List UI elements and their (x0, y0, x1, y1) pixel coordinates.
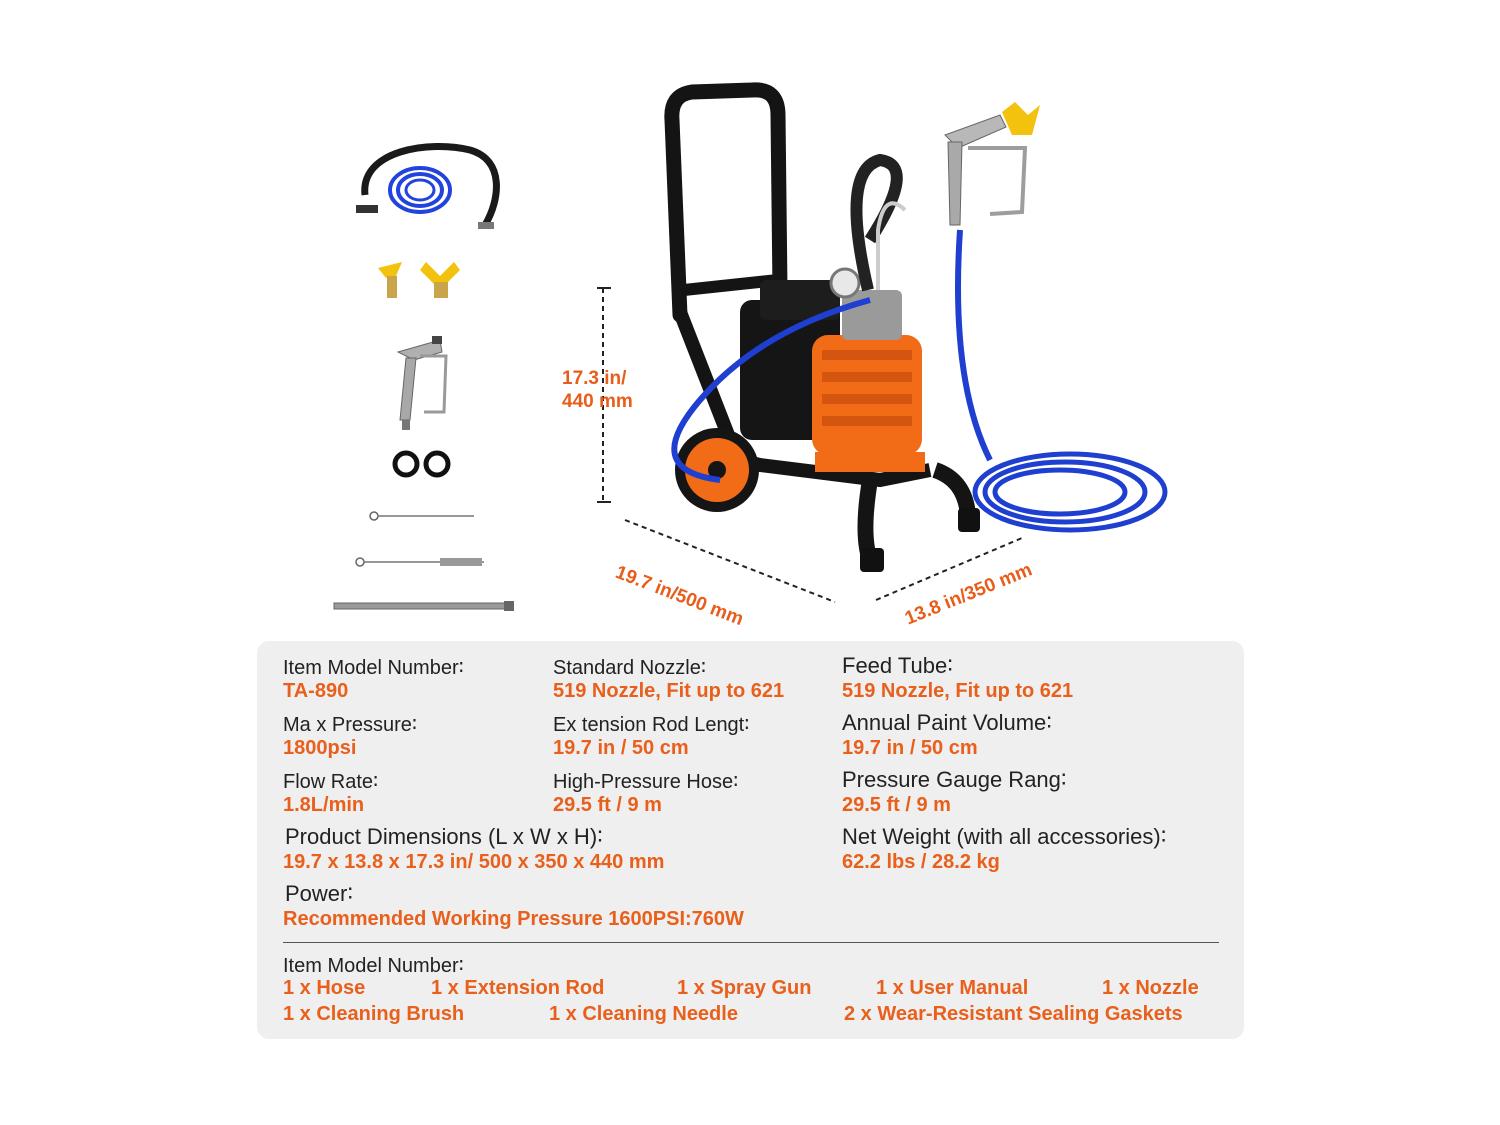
package-item-user-manual: 1 x User Manual (876, 977, 1029, 999)
package-item-cleaning-brush: 1 x Cleaning Brush (283, 1003, 465, 1025)
spec-rod-label: Ex tension Rod Lengt∶ (553, 714, 750, 736)
paint-sprayer-machine (672, 90, 1165, 572)
package-item-spray-gun: 1 x Spray Gun (677, 977, 812, 999)
package-item-extension-rod: 1 x Extension Rod (431, 977, 605, 999)
package-item-hose: 1 x Hose (283, 977, 366, 999)
spec-flow-label: Flow Rate∶ (283, 771, 379, 793)
spec-weight-label: Net Weight (with all accessories)∶ (842, 824, 1167, 849)
package-item-sealing-gaskets: 2 x Wear-Resistant Sealing Gaskets (844, 1003, 1183, 1025)
spec-hose-label: High-Pressure Hose∶ (553, 771, 739, 793)
spec-hose-value: 29.5 ft / 9 m (553, 794, 662, 816)
spec-nozzle-value: 519 Nozzle, Fit up to 621 (553, 680, 785, 702)
height-dimension-label: 17.3 in/ (562, 368, 627, 389)
spec-volume-label: Annual Paint Volume∶ (842, 710, 1052, 735)
spec-model-value: TA-890 (283, 680, 349, 702)
spec-flow-value: 1.8L/min (283, 794, 365, 816)
panel-divider (283, 942, 1219, 943)
spec-gauge-value: 29.5 ft / 9 m (842, 794, 951, 816)
spec-rod-value: 19.7 in / 50 cm (553, 737, 689, 759)
sealing-gaskets-icon (395, 453, 448, 475)
height-dimension-mm-label: 440 mm (562, 391, 633, 412)
cleaning-needle-icon (370, 512, 474, 520)
package-item-cleaning-needle: 1 x Cleaning Needle (549, 1003, 738, 1025)
width-dimension-label: 13.8 in/350 mm (902, 559, 1036, 630)
spec-gauge-label: Pressure Gauge Rang∶ (842, 767, 1067, 792)
spec-feed-label: Feed Tube∶ (842, 653, 953, 678)
package-item-nozzle: 1 x Nozzle (1102, 977, 1199, 999)
spec-dims-value: 19.7 x 13.8 x 17.3 in/ 500 x 350 x 440 mm (283, 851, 665, 873)
spec-weight-value: 62.2 lbs / 28.2 kg (842, 851, 1000, 873)
length-dimension-label: 19.7 in/500 mm (612, 562, 747, 631)
spec-feed-value: 519 Nozzle, Fit up to 621 (842, 680, 1074, 702)
package-label: Item Model Number∶ (283, 955, 464, 977)
spec-nozzle-label: Standard Nozzle∶ (553, 657, 707, 679)
spec-volume-value: 19.7 in / 50 cm (842, 737, 978, 759)
hose-accessory-icon (356, 146, 496, 229)
cleaning-brush-icon (356, 558, 484, 566)
spec-dims-label: Product Dimensions (L x W x H)∶ (285, 824, 603, 849)
spray-gun-accessory-icon (398, 336, 446, 430)
spec-power-value: Recommended Working Pressure 1600PSI:760W (283, 908, 744, 930)
spec-pressure-value: 1800psi (283, 737, 357, 759)
spec-power-label: Power∶ (285, 881, 354, 906)
spec-pressure-label: Ma x Pressure∶ (283, 714, 418, 736)
nozzle-tips-icon (378, 262, 460, 298)
spec-model-label: Item Model Number∶ (283, 657, 464, 679)
extension-rod-icon (334, 601, 514, 611)
